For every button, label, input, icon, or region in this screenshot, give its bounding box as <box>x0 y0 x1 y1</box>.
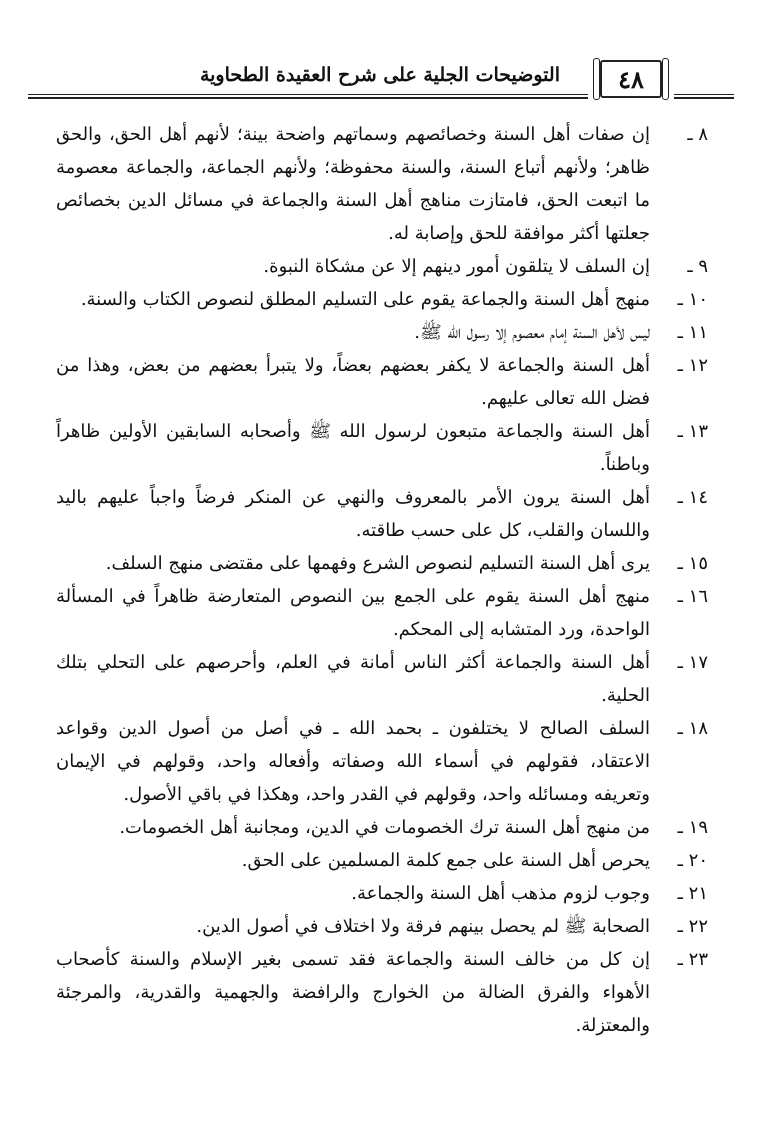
list-item <box>56 910 708 943</box>
item-text: أهل السنة والجماعة أكثر الناس أمانة في العلم، وأحرصهم على التحلي بتلك الحلية. <box>56 652 650 706</box>
item-text: من منهج أهل السنة ترك الخصومات في الدين، ومجانبة أهل الخصومات. <box>119 817 650 838</box>
item-number: ١١ ـ <box>677 322 708 343</box>
list-item <box>56 349 708 415</box>
item-text: أهل السنة والجماعة متبعون لرسول الله ﷺ وأصحابه السابقين الأولين ظاهراً وباطناً. <box>56 421 650 475</box>
item-text: يرى أهل السنة التسليم لنصوص الشرع وفهمها على مقتضى منهج السلف. <box>105 553 650 574</box>
list-item <box>56 547 708 580</box>
item-number: ١٨ ـ <box>677 718 708 739</box>
list-item <box>56 811 708 844</box>
item-number: ١٠ ـ <box>677 289 708 310</box>
item-text: أهل السنة والجماعة لا يكفر بعضهم بعضاً، ولا يتبرأ بعضهم من بعض، وهذا من فضل الله تعالى عليهم. <box>56 355 650 409</box>
running-title: التوضيحات الجلية على شرح العقيدة الطحاوية <box>199 64 560 86</box>
item-text: أهل السنة يرون الأمر بالمعروف والنهي عن المنكر فرضاً واجباً عليهم باليد واللسان والقلب، كل على حسب طاقته. <box>56 487 650 541</box>
list-item <box>56 844 708 877</box>
list-item <box>56 877 708 910</box>
item-number: ١٢ ـ <box>677 355 708 376</box>
item-number: ٢١ ـ <box>677 883 708 904</box>
list-item <box>56 580 708 646</box>
item-text: يحرص أهل السنة على جمع كلمة المسلمين على الحق. <box>241 850 650 871</box>
main-text <box>56 118 708 1042</box>
list-item <box>56 316 708 349</box>
list-item <box>56 481 708 547</box>
item-number: ١٦ ـ <box>677 586 708 607</box>
item-number: ٢٢ ـ <box>677 916 708 937</box>
item-number: ١٩ ـ <box>677 817 708 838</box>
list-item <box>56 712 708 811</box>
item-text: إن كل من خالف السنة والجماعة فقد تسمى بغير الإسلام والسنة كأصحاب الأهواء والفرق الضالة من الخوارج والرافضة والجهمية والقدرية، والمرجئة والمعتزلة. <box>56 949 650 1036</box>
list-item <box>56 943 708 1042</box>
item-text: السلف الصالح لا يختلفون ـ بحمد الله ـ في أصل من أصول الدين وقواعد الاعتقاد، فقولهم في أسماء الله وصفاته وأفعاله واحد، وقولهم في الإيمان وتعريفه ومسائله واحد، وقولهم في القدر واحد، وهكذا في باقي الأصول. <box>56 718 650 805</box>
item-number: ١٧ ـ <box>677 652 708 673</box>
item-number: ٨ ـ <box>687 124 708 145</box>
page-number: ٤٨ <box>618 64 644 94</box>
item-number: ١٣ ـ <box>677 421 708 442</box>
item-number: ١٤ ـ <box>677 487 708 508</box>
item-number: ٢٠ ـ <box>677 850 708 871</box>
item-text: منهج أهل السنة والجماعة يقوم على التسليم المطلق لنصوص الكتاب والسنة. <box>80 289 650 310</box>
item-number: ٩ ـ <box>687 256 708 277</box>
item-text: ليس لأهل السنة إمام معصوم إلا رسول الله ﷺ. <box>414 322 650 343</box>
item-text: منهج أهل السنة يقوم على الجمع بين النصوص المتعارضة ظاهراً في المسألة الواحدة، ورد المتشابه إلى المحكم. <box>56 586 650 640</box>
item-number: ١٥ ـ <box>677 553 708 574</box>
list-item <box>56 415 708 481</box>
item-text: إن صفات أهل السنة وخصائصهم وسماتهم واضحة بينة؛ لأنهم أهل الحق، والحق ظاهر؛ ولأنهم أتباع السنة، والسنة محفوظة؛ ولأنهم الجماعة، والجماعة معصومة ما اتبعت الحق، فامتازت مناهج أهل السنة والجماعة في مسائل الدين بخصائص جعلتها أكثر موافقة للحق وإصابة له. <box>56 124 650 244</box>
list-item <box>56 118 708 250</box>
page-number-box <box>588 56 674 102</box>
item-text: إن السلف لا يتلقون أمور دينهم إلا عن مشكاة النبوة. <box>263 256 650 277</box>
list-item <box>56 646 708 712</box>
page-header <box>28 56 734 108</box>
item-text: الصحابة ﷺ لم يحصل بينهم فرقة ولا اختلاف في أصول الدين. <box>196 916 650 937</box>
item-number: ٢٣ ـ <box>677 949 708 970</box>
item-text: وجوب لزوم مذهب أهل السنة والجماعة. <box>351 883 650 904</box>
list-item <box>56 283 708 316</box>
scroll-ornament-right <box>662 58 669 100</box>
list-item <box>56 250 708 283</box>
scroll-ornament-left <box>593 58 600 100</box>
